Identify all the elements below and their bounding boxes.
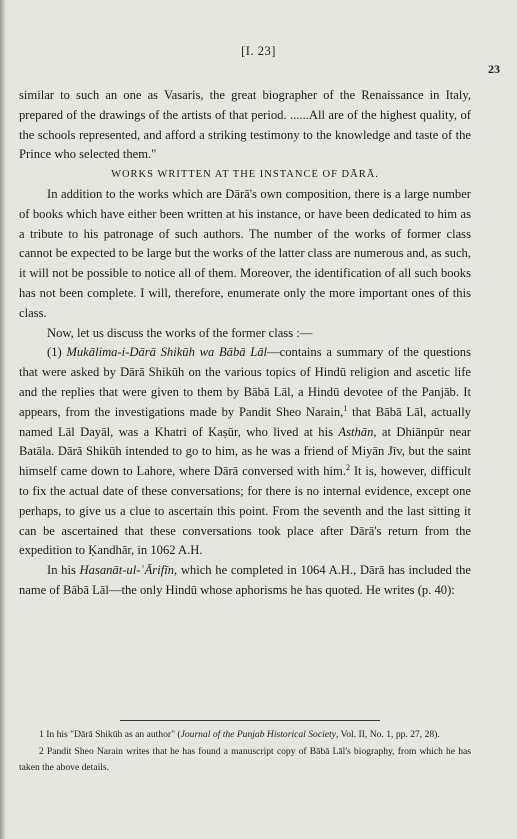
footnote-1: [19, 727, 471, 744]
paragraph-quote-end: similar to such an one as Vasaris, the great biographer of the Renaissance in Italy, prepared of the drawings of the artists of that period. ......All are of the highest quality, of the schools represented, and afford a striking testimony to the knowledge and taste of the Prince who selected them.": [19, 88, 471, 162]
work-title-hasanat: Hasanāt-ul-ʿĀrifīn: [79, 563, 174, 578]
footnote-1-text-b: , Vol. II, No. 1, pp. 27, 28).: [335, 729, 440, 740]
section-heading: WORKS WRITTEN AT THE INSTANCE OF DĀRĀ.: [111, 169, 379, 181]
footnote-1-journal: Journal of the Punjab Historical Society: [180, 729, 336, 740]
footnotes: [19, 727, 471, 777]
work-title-mukalima: Mukālima-i-Dārā Shikūh wa Bābā Lāl: [66, 345, 268, 360]
main-text: [19, 86, 471, 601]
hasanat-text-b: , which he completed in 1064 A.H., Dārā has included the name of Bābā Lāl—the only Hindū whose aphorisms he has quoted. He writes (p. 40):: [19, 563, 471, 597]
item-1-text-d: It is, however, difficult to fix the actual date of these conversations; for there is no internal evidence, except one perhaps, to give us a clue to ascertain this point. From the seventh and the last sitting it can be ascertained that these conversations took place after Dārā's return from the expedition to Ḳandhār, in 1062 A.H.: [19, 464, 471, 558]
page-header: [0, 44, 517, 76]
footnote-1-text-a: 1 In his "Dārā Shikūh as an author" (: [39, 729, 181, 740]
signature-mark: [I. 23]: [241, 44, 276, 58]
paragraph-item-1: [19, 343, 471, 561]
footnote-ref-2: 2: [346, 462, 350, 472]
paragraph-former-class: Now, let us discuss the works of the former class :—: [47, 325, 313, 340]
term-asthan: Asthān: [338, 424, 374, 439]
page-number: 23: [488, 62, 500, 76]
footnote-divider: [120, 720, 380, 721]
footnote-ref-1: 1: [343, 403, 348, 413]
item-1-text-a: —contains a summary of the questions that were asked by Dārā Shikūh on the various topics of Hindū religion and ascetic life and the replies that were given to them by Bābā Lāl, a Hindū devotee of the Panjāb. It appears, from the investigations made by Pandit Sheo Narain,: [19, 345, 471, 419]
item-1-text-c: , at Dhiānpūr near Batāla. Dārā Shikūh intended to go to him, as he was a friend of Miyān Jīv, but the saint himself came down to Lahore, where Dārā conversed with him.: [19, 424, 471, 479]
footnote-2: 2 Pandit Sheo Narain writes that he has found a manuscript copy of Bābā Lāl's biography, from which he has taken the above details.: [19, 745, 471, 773]
hasanat-text-a: In his: [47, 563, 80, 578]
item-1-text-b: that Bābā Lāl, actually named Lāl Dayāl, was a Khatri of Kaṣūr, who lived at his: [19, 404, 471, 439]
paragraph-intro: In addition to the works which are Dārā's own composition, there is a large number of books which have either been written at his instance, or have been dedicated to him as a tribute to his patronage of such authors. The number of the works of former class cannot be expected to be large but the works of the latter class are numerous and, as such, it will not be possible to notice all of them. Moreover, the identification of all such books has not been complete. I will, therefore, enumerate only the more important ones of this class.: [19, 186, 471, 320]
paragraph-hasanat: [19, 561, 471, 601]
item-number: (1): [47, 345, 62, 360]
